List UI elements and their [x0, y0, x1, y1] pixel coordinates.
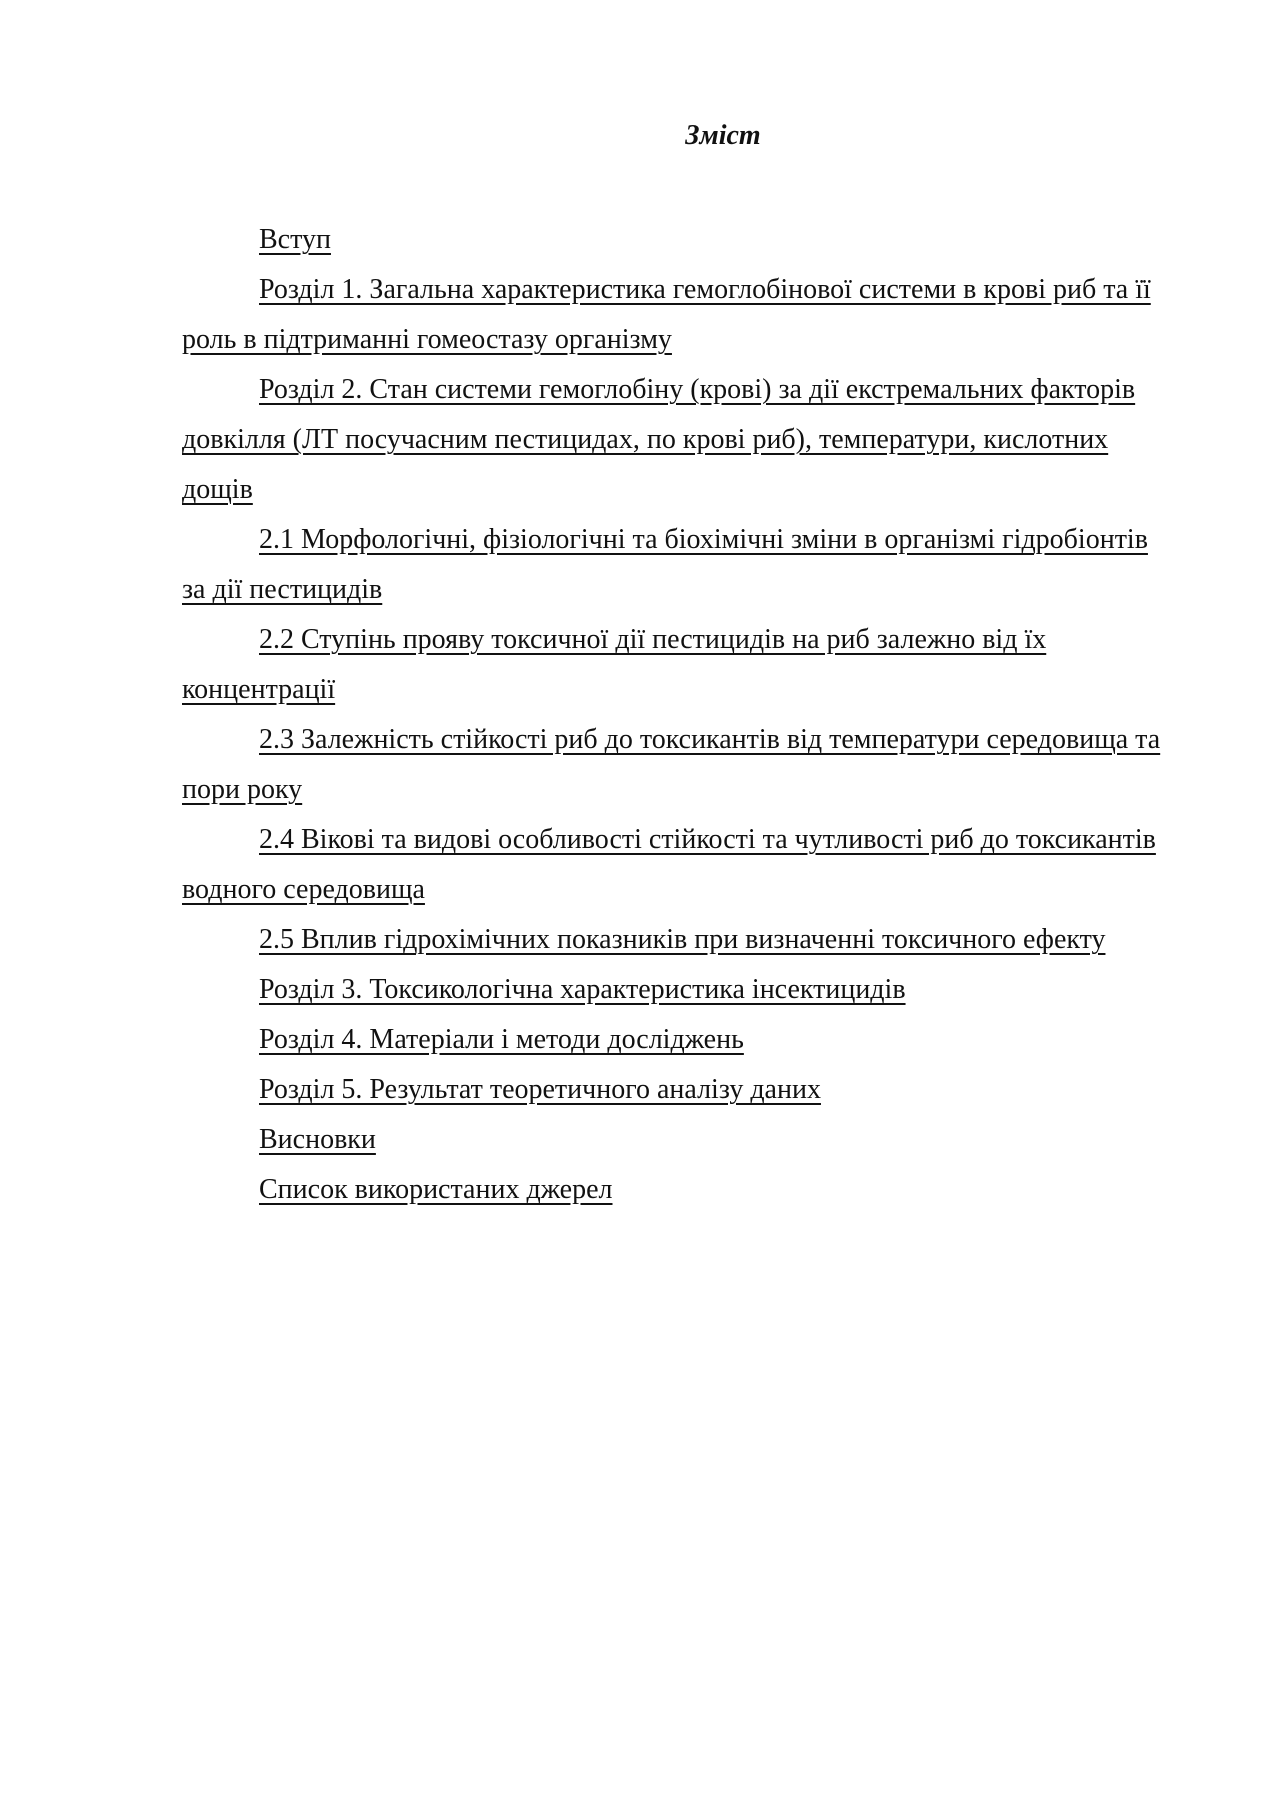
toc-entry-chapter-2[interactable]: Розділ 2. Стан системи гемоглобіну (крові) за дії екстремальних факторів довкілля (ЛТ посучасним пестицидах, по крові риб), температури, кислотних дощів — [182, 374, 1136, 505]
toc-entry-chapter-5[interactable]: Розділ 5. Результат теоретичного аналізу даних — [259, 1074, 821, 1105]
toc-entry-section-2-4[interactable]: 2.4 Вікові та видові особливості стійкості та чутливості риб до токсикантів водного середовища — [182, 824, 1156, 905]
toc-entry-chapter-3[interactable]: Розділ 3. Токсикологічна характеристика інсектицидів — [259, 974, 906, 1005]
toc-entry-section-2-5[interactable]: 2.5 Вплив гідрохімічних показників при визначенні токсичного ефекту — [259, 924, 1106, 955]
toc-entry-section-2-3[interactable]: 2.3 Залежність стійкості риб до токсикантів від температури середовища та пори року — [182, 724, 1161, 805]
toc-entry-section-2-1[interactable]: 2.1 Морфологічні, фізіологічні та біохімічні зміни в організмі гідробіонтів за дії пестицидів — [182, 524, 1148, 605]
toc-entry-introduction[interactable]: Вступ — [259, 224, 331, 255]
table-of-contents — [182, 215, 1172, 1215]
page-title: Зміст — [685, 120, 761, 151]
toc-entry-references[interactable]: Список використаних джерел — [259, 1174, 613, 1205]
toc-entry-chapter-1[interactable]: Розділ 1. Загальна характеристика гемоглобінової системи в крові риб та її роль в підтриманні гомеостазу організму — [182, 274, 1151, 355]
toc-entry-conclusions[interactable]: Висновки — [259, 1124, 376, 1155]
toc-entry-section-2-2[interactable]: 2.2 Ступінь прояву токсичної дії пестицидів на риб залежно від їх концентрації — [182, 624, 1047, 705]
toc-entry-chapter-4[interactable]: Розділ 4. Матеріали і методи досліджень — [259, 1024, 744, 1055]
